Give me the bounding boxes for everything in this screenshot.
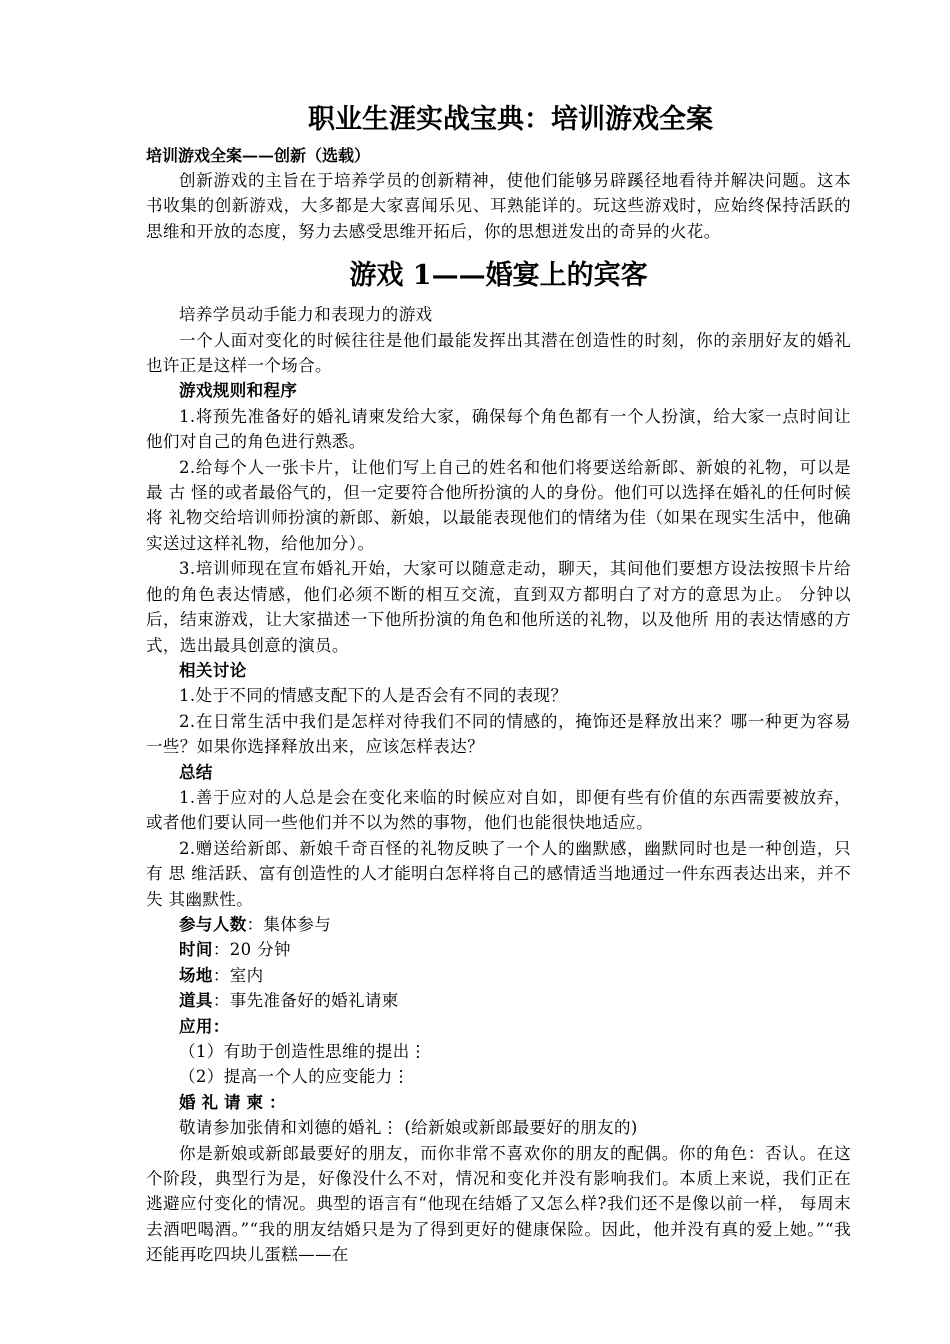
section-heading: 培训游戏全案——创新（选载） [146,146,371,165]
application-item: （1）有助于创造性思维的提出⋮ [179,1042,427,1061]
venue-label: 场地 [179,965,213,985]
document-body [146,98,851,1268]
time-label: 时间 [179,940,213,960]
discussion-item: 1.处于不同的情感支配下的人是否会有不同的表现？ [179,686,568,706]
rules-heading: 游戏规则和程序 [179,381,298,401]
summary-heading: 总结 [179,762,213,782]
game-title: 游戏 1——婚宴上的宾客 [349,260,648,292]
props-line [146,988,851,1013]
document-title: 职业生涯实战宝典：培训游戏全案 [308,104,713,135]
game-subtitle: 培养学员动手能力和表现力的游戏 [179,305,433,325]
application-heading: 应用： [179,1016,230,1036]
discussion-heading: 相关讨论 [179,660,247,680]
venue-line [146,963,851,988]
time-value: ：20 分钟 [212,940,291,960]
props-label: 道具 [179,991,213,1011]
rule-item: 3.培训师现在宣布婚礼开始，大家可以随意走动，聊天，其间他们要想方设法按照卡片给 他的角色表达情感，他们必须不断的相互交流，直到双方都明白了对方的意思为止。 分钟以后，结束游戏，让大家描述一下他所扮演的角色和他所送的礼物，以及他所 用的表达情感的方式，选出最具创意的演员。 [146,559,851,655]
rule-item: 1.将预先准备好的婚礼请柬发给大家，确保每个角色都有一个人扮演，给大家一点时间让 他们对自己的角色进行熟悉。 [146,406,851,452]
intro-paragraph: 创新游戏的主旨在于培养学员的创新精神，使他们能够另辟蹊径地看待并解决问题。这本书收集的创新游戏，大多都是大家喜闻乐见、耳熟能详的。玩这些游戏时，应始终保持活跃的思维和开放的态度，努力去感受思维开拓后，你的思想迸发出的奇异的火花。 [146,171,851,241]
time-line [146,937,851,962]
role-paragraph: 你是新娘或新郎最要好的朋友，而你非常不喜欢你的朋友的配偶。你的角色：否认。在这个阶段，典型行为是，好像没什么不对，情况和变化并没有影响我们。本质上来说，我们正在逃避应付变化的情况。典型的语言有“他现在结婚了又怎么样?我们还不是像以前一样， 每周末去酒吧喝酒。”“我的朋友结婚只是为了得到更好的健康保险。因此，他并没有真的爱上她。”“我还能再吃四块儿蛋糕——在 [146,1143,851,1265]
participants-line [146,912,851,937]
game-intro-paragraph: 一个人面对变化的时候往往是他们最能发挥出其潜在创造性的时刻，你的亲朋好友的婚礼 也许正是这样一个场合。 [146,330,851,376]
summary-item: 2.赠送给新郎、新娘千奇百怪的礼物反映了一个人的幽默感，幽默同时也是一种创造，只有 思 维活跃、富有创造性的人才能明白怎样将自己的感情适当地通过一件东西表达出来，并不失 其幽默性。 [146,838,851,909]
props-value: ：事先准备好的婚礼请柬 [212,991,399,1011]
venue-value: ：室内 [212,965,264,985]
participants-value: ：集体参与 [246,914,332,934]
discussion-item: 2.在日常生活中我们是怎样对待我们不同的情感的，掩饰还是释放出来？哪一种更为容易 一些？如果你选择释放出来，应该怎样表达？ [146,711,851,757]
invitation-line: 敬请参加张倩和刘德的婚礼⋮ (给新娘或新郎最要好的朋友的) [179,1118,638,1138]
rule-item: 2.给每个人一张卡片，让他们写上自己的姓名和他们将要送给新郎、新娘的礼物，可以是最 古 怪的或者最俗气的，但一定要符合他所扮演的人的身份。他们可以选择在婚礼的任何时候将 礼物交给培训师扮演的新郎、新娘，以最能表现他们的情绪为佳（如果在现实生活中，他确实送过这样礼物，给他加分）。 [146,457,851,553]
application-item: （2）提高一个人的应变能力⋮ [179,1067,410,1087]
summary-item: 1.善于应对的人总是会在变化来临的时候应对自如，即便有些有价值的东西需要被放弃， 或者他们要认同一些他们并不以为然的事物，他们也能很快地适应。 [146,787,851,833]
participants-label: 参与人数 [179,914,247,934]
card-heading-line [146,1090,851,1115]
card-heading: 婚礼请柬： [179,1092,292,1112]
